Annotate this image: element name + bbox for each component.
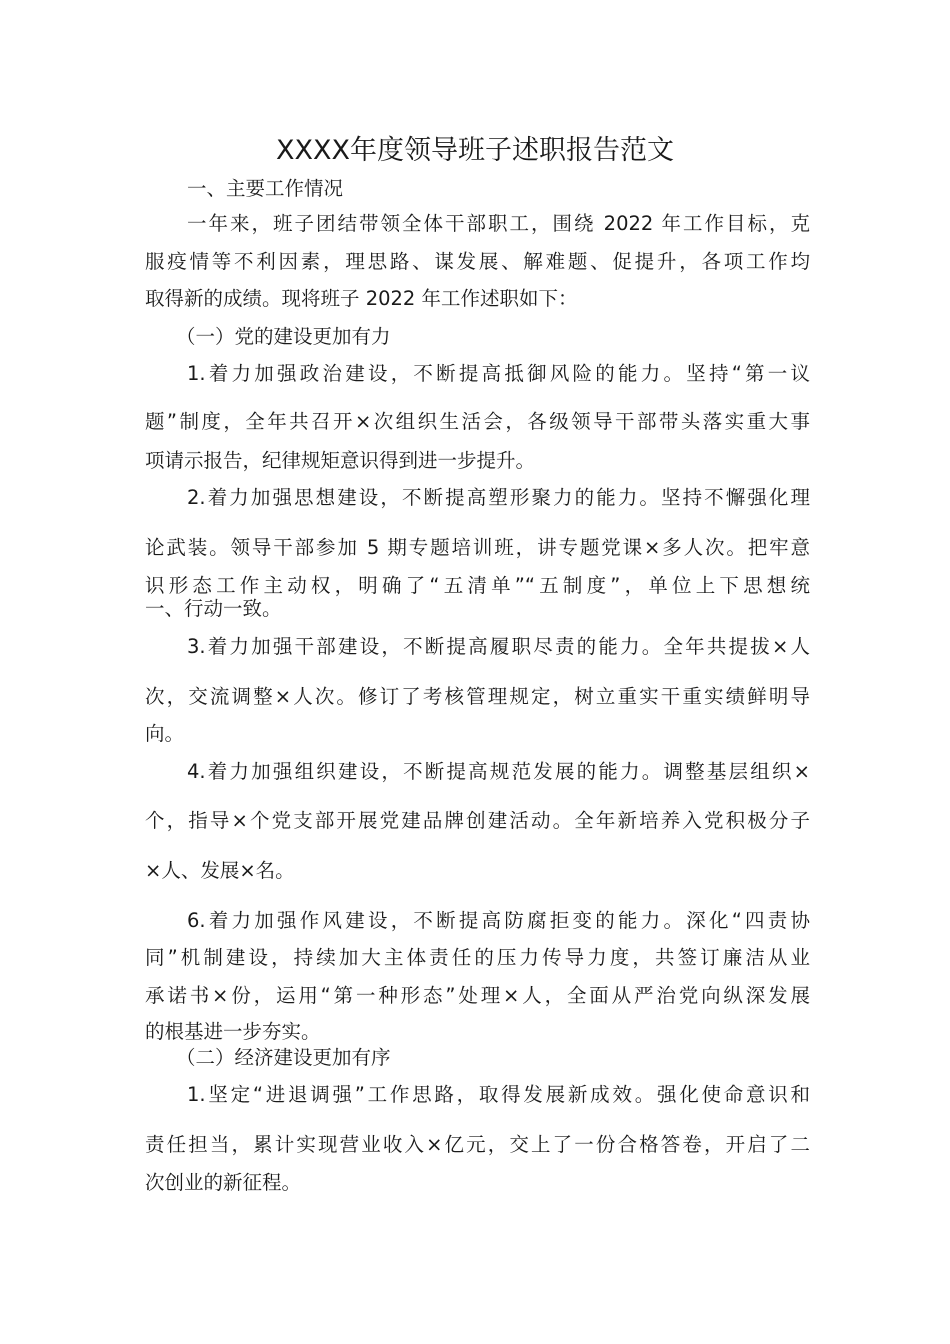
p4-line-1: 4.着力加强组织建设，不断提高规范发展的能力。调整基层组织× xyxy=(187,760,810,783)
p3-line-1: 3.着力加强干部建设，不断提高履职尽责的能力。全年共提拔×人 xyxy=(187,635,810,658)
p2-line-2: 论武装。领导干部参加 5 期专题培训班，讲专题党课×多人次。把牢意 xyxy=(145,536,810,559)
document-title: XXXX年度领导班子述职报告范文 xyxy=(276,135,674,166)
subsection-heading-party-building: （一）党的建设更加有力 xyxy=(176,325,391,348)
p2-line-3: 识形态工作主动权，明确了“五清单”“五制度”，单位上下思想统 xyxy=(145,574,810,597)
p4-line-3: ×人、发展×名。 xyxy=(145,859,295,882)
p7-line-2: 责任担当，累计实现营业收入×亿元，交上了一份合格答卷，开启了二 xyxy=(145,1133,810,1156)
p7-line-3: 次创业的新征程。 xyxy=(145,1171,302,1194)
p1-line-1: 1.着力加强政治建设，不断提高抵御风险的能力。坚持“第一议 xyxy=(187,362,810,385)
p6-line-2: 同”机制建设，持续加大主体责任的压力传导力度，共签订廉洁从业 xyxy=(145,946,810,969)
intro-line-1: 一年来，班子团结带领全体干部职工，围绕 2022 年工作目标，克 xyxy=(187,212,810,235)
p6-line-4: 的根基进一步夯实。 xyxy=(145,1020,321,1043)
p2-line-1: 2.着力加强思想建设，不断提高塑形聚力的能力。坚持不懈强化理 xyxy=(187,486,810,509)
subsection-heading-economic-building: （二）经济建设更加有序 xyxy=(176,1046,391,1069)
p7-line-1: 1.坚定“进退调强”工作思路，取得发展新成效。强化使命意识和 xyxy=(187,1083,810,1106)
p4-line-2: 个，指导×个党支部开展党建品牌创建活动。全年新培养入党积极分子 xyxy=(145,809,810,832)
p2-line-4: 一、行动一致。 xyxy=(145,597,282,620)
intro-line-2: 服疫情等不利因素，理思路、谋发展、解难题、促提升，各项工作均 xyxy=(145,250,810,273)
section-heading-main-work: 一、主要工作情况 xyxy=(187,177,344,200)
p6-line-3: 承诺书×份，运用“第一种形态”处理×人，全面从严治党向纵深发展 xyxy=(145,984,810,1007)
intro-line-3: 取得新的成绩。现将班子 2022 年工作述职如下： xyxy=(145,287,578,310)
p1-line-2: 题”制度，全年共召开×次组织生活会，各级领导干部带头落实重大事 xyxy=(145,410,810,433)
p3-line-2: 次，交流调整×人次。修订了考核管理规定，树立重实干重实绩鲜明导 xyxy=(145,685,810,708)
p3-line-3: 向。 xyxy=(145,722,185,745)
p1-line-3: 项请示报告，纪律规矩意识得到进一步提升。 xyxy=(145,449,536,472)
p6-line-1: 6.着力加强作风建设，不断提高防腐拒变的能力。深化“四责协 xyxy=(187,909,810,932)
